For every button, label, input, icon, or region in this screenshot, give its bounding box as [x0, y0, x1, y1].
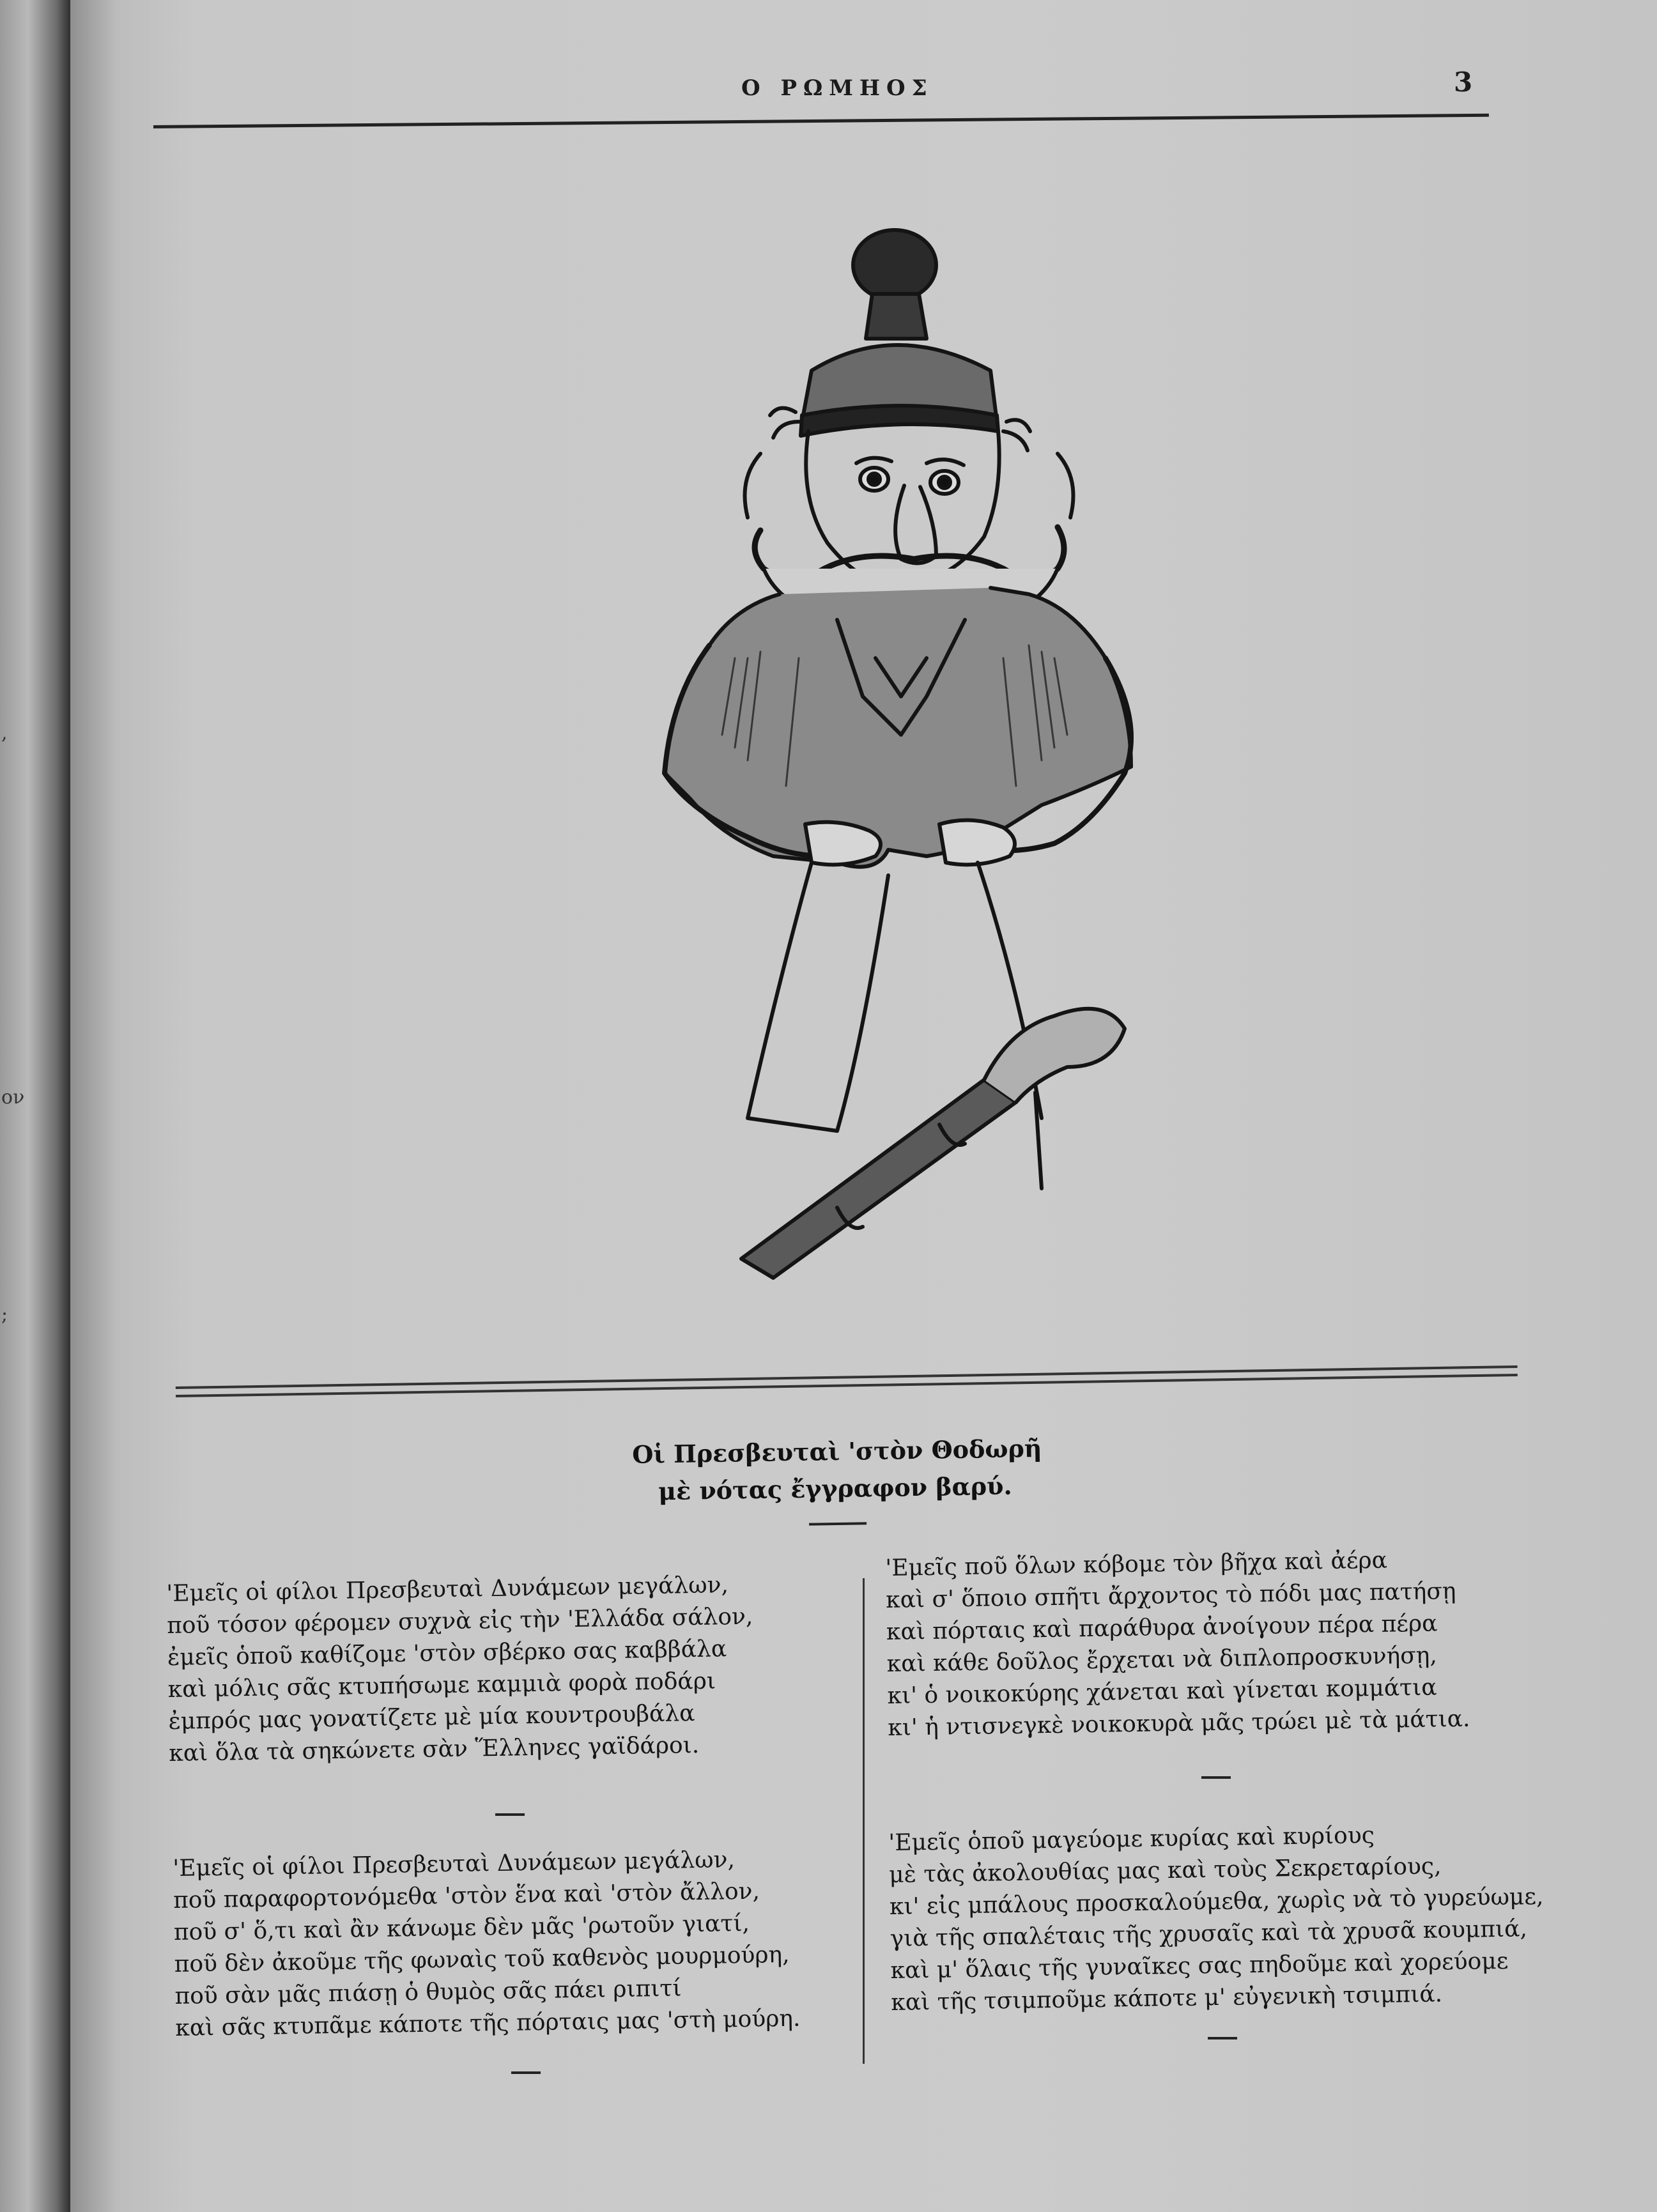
- stanza-right-1: [885, 1542, 1578, 1744]
- verse-line: καὶ τῆς τσιμποῦμε κάποτε μ' εὐγενικὴ τσιμπιά.: [890, 1981, 1443, 2016]
- running-title: Ο ΡΩΜΗΟΣ: [741, 75, 934, 101]
- newspaper-page: [70, 0, 1657, 2212]
- stanza-left-1: [166, 1567, 859, 1770]
- verse-line: 'Εμεῖς ὁποῦ μαγεύομε κυρίας καὶ κυρίους: [888, 1822, 1375, 1856]
- verse-line: καὶ σ' ὅποιο σπῆτι ἄρχοντος τὸ πόδι μας πατήσῃ: [885, 1578, 1456, 1613]
- poem-title-line: μὲ νότας ἔγγραφον βαρύ.: [658, 1471, 1013, 1506]
- verse-line: ποῦ σὰν μᾶς πιάσῃ ὁ θυμὸς σᾶς πάει ριπιτί: [174, 1975, 682, 2009]
- verse-line: 'Εμεῖς οἱ φίλοι Πρεσβευταὶ Δυνάμεων μεγάλων,: [173, 1847, 736, 1882]
- facing-page-edge: [0, 0, 70, 2212]
- sword-scabbard: [741, 1080, 1016, 1278]
- verse-line: καὶ κάθε δοῦλος ἔρχεται νὰ διπλοπροσκυνήσῃ,: [886, 1642, 1438, 1677]
- stanza-left-2: [173, 1842, 866, 2045]
- nose: [895, 486, 936, 563]
- verse-line: γιὰ τῆς σπαλέταις τῆς χρυσαῖς καὶ τὰ χρυσᾶ κουμπιά,: [890, 1916, 1528, 1952]
- verse-line: καὶ πόρταις καὶ παράθυρα ἀνοίγουν πέρα πέρα: [886, 1610, 1438, 1645]
- facing-page-fragment: ον: [1, 1086, 25, 1109]
- header-rule: [153, 114, 1489, 128]
- verse-line: κι' εἰς μπάλους προσκαλούμεθα, χωρὶς νὰ τὸ γυρεύωμε,: [889, 1883, 1544, 1920]
- title-dash: [809, 1522, 867, 1525]
- facing-page-fragment: ;: [1, 1303, 8, 1326]
- verse-line: 'Εμεῖς οἱ φίλοι Πρεσβευταὶ Δυνάμεων μεγάλων,: [166, 1572, 729, 1607]
- verse-line: ποῦ παραφορτονόμεθα 'στὸν ἕνα καὶ 'στὸν ἄλλον,: [173, 1878, 760, 1914]
- verse-line: ποῦ σ' ὅ,τι καὶ ἂν κάνωμε δὲν μᾶς 'ρωτοῦν γιατί,: [173, 1910, 750, 1946]
- verse-line: καὶ μ' ὅλαις τῆς γυναῖκες σας πηδοῦμε καὶ χορεύομε: [890, 1947, 1509, 1984]
- verse-line: κι' ὁ νοικοκύρης χάνεται καὶ γίνεται κομμάτια: [887, 1674, 1437, 1709]
- fez-knob: [853, 230, 936, 300]
- facing-page-fragment: ,: [1, 722, 8, 744]
- stanza-right-2: [888, 1816, 1582, 2019]
- verse-line: καὶ σᾶς κτυπᾶμε κάποτε τῆς πόρταις μας 'στὴ μούρη.: [174, 2005, 801, 2041]
- verse-line: 'Εμεῖς ποῦ ὅλων κόβομε τὸν βῆχα καὶ ἀέρα: [885, 1547, 1388, 1581]
- section-double-rule: [176, 1365, 1518, 1403]
- sword-guard: [984, 1009, 1125, 1102]
- verse-line: μὲ τὰς ἀκολουθίας μας καὶ τοὺς Σεκρεταρίους,: [888, 1853, 1442, 1888]
- verse-line: καὶ ὅλα τὰ σηκώνετε σὰν Ἕλληνες γαϊδάροι.: [168, 1732, 700, 1767]
- stanza-dash: [1208, 2037, 1237, 2039]
- verse-line: κι' ἡ ντισνεγκὲ νοικοκυρὰ μᾶς τρώει μὲ τὰ μάτια.: [887, 1705, 1470, 1741]
- verse-line: ἐμεῖς ὁποῦ καθίζομε 'στὸν σβέρκο σας καββάλα: [167, 1636, 727, 1671]
- stanza-dash: [1201, 1776, 1231, 1779]
- stanza-dash: [511, 2071, 541, 2074]
- stanza-dash: [495, 1813, 525, 1816]
- poem-title: [632, 1427, 1208, 1528]
- page-number: 3: [1454, 66, 1473, 98]
- coat: [665, 588, 1131, 867]
- verse-line: καὶ μόλις σᾶς κτυπήσωμε καμμιὰ φορὰ ποδάρι: [167, 1668, 716, 1703]
- verse-line: ποῦ δὲν ἀκοῦμε τῆς φωναὶς τοῦ καθενὸς μουρμούρη,: [174, 1941, 790, 1978]
- verse-line: ἐμπρός μας γονατίζετε μὲ μία κουντρουβάλα: [168, 1700, 695, 1735]
- fez-stem: [866, 294, 927, 339]
- poem-title-line: Οἱ Πρεσβευταὶ 'στὸν Θοδωρῆ: [631, 1433, 1042, 1470]
- caricature-illustration: [479, 211, 1323, 1297]
- verse-line: ποῦ τόσον φέρομεν συχνὰ εἰς τὴν 'Ελλάδα σάλον,: [166, 1603, 753, 1639]
- hand-right: [939, 820, 1015, 865]
